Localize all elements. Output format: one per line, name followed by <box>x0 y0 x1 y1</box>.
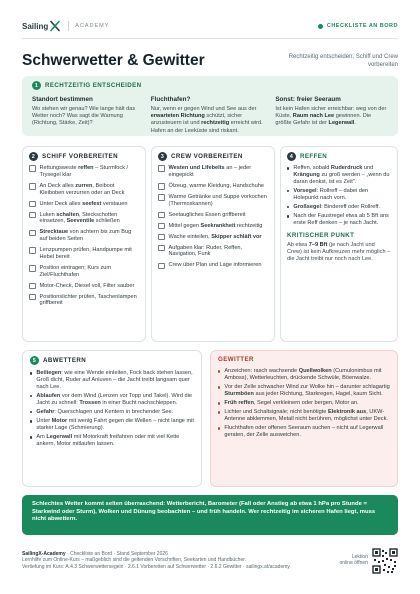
checkbox[interactable] <box>29 265 36 272</box>
critical-point-text: Ab etwa 7–9 Bft (je nach Jacht und Crew) ist kein Aufkreuzen mehr möglich – die Jacht treibt nur noch nach Lee. <box>287 241 391 262</box>
section-ship <box>22 146 146 342</box>
section-reef <box>280 146 398 342</box>
section-number-badge: 2 <box>29 152 38 161</box>
bullet-dot-icon <box>30 411 32 413</box>
ride-out-bullets <box>30 370 194 448</box>
column-title: Fluchthafen? <box>150 96 191 103</box>
checklist-item-label: Motor-Check, Diesel voll, Filter sauber <box>39 282 135 289</box>
checkbox[interactable] <box>158 245 165 252</box>
checklist-item-label: Unter Deck alles seefest verstauen <box>39 200 128 207</box>
checkbox[interactable] <box>158 165 165 172</box>
bullet-text: Fluchthafen oder offenen Seeraum suchen – nicht auf Legerwall geraten, der Zelle ausweichen. <box>224 425 384 438</box>
column-text: Wo stehen wir genau? Wie lange hält das Wetter noch? Was sagt die Warnung (Richtung, Stärke, Zeit)? <box>32 106 136 127</box>
bullet-item <box>218 384 390 398</box>
checkbox[interactable] <box>29 230 36 237</box>
section-heading-label: ABWETTERN <box>43 357 87 364</box>
checklist-item-label: Ölzeug, warme Kleidung, Handschuhe <box>168 182 264 189</box>
bullet-dot-icon <box>218 402 220 404</box>
checkbox[interactable] <box>158 194 165 201</box>
section-heading-label: RECHTZEITIG ENTSCHEIDEN <box>45 82 142 89</box>
checklist-item-label: Luken schalten, Steckschotten einsetzen, Seeventile schließen <box>39 211 120 225</box>
bullet-text: Vor der Zelle schwacher Wind zur Wolke hin – darunter schlagartig Sturmböen aus jeder Richtung, Starkregen, Hagel, kaum Sicht. <box>224 383 390 397</box>
checklist-item[interactable] <box>29 265 139 279</box>
checklist-item[interactable] <box>29 283 139 290</box>
section-ride-out <box>22 350 202 487</box>
bullet-item <box>218 400 390 407</box>
section-reef-heading <box>287 152 391 161</box>
badge-label: CHECKLISTE AN BORD <box>326 23 398 29</box>
page-title: Schwerwetter & Gewitter <box>22 52 205 69</box>
section-thunderstorm-heading: GEWITTER <box>218 356 254 363</box>
footer-line-3[interactable]: Vertiefung im Kurs: A.4.3 Schwerwettersegeln · 2.6.1 Vorbereiten auf Schwerwetter · 2.6.2 Gewitter · sailingx.at/academy <box>22 563 290 570</box>
header-divider <box>22 38 398 39</box>
brand-tagline: ACADEMY <box>75 23 110 29</box>
bullet-text: Lichter und Schaltsignale; nicht benötigte Elektronik aus, UKW-Antenne abklemmen, Metall nicht berühren, möglichst unter Deck. <box>224 409 388 422</box>
header-bar <box>22 17 398 35</box>
bullet-dot-icon <box>218 370 220 372</box>
bullet-text: Früh reffen, Segel verkleinern oder bergen, Motor an. <box>224 399 359 406</box>
checklist-item[interactable] <box>29 201 139 208</box>
bullet-dot-icon <box>287 190 289 192</box>
bullet-item <box>218 409 390 423</box>
section-heading-label: CREW VORBEREITEN <box>171 153 243 160</box>
page-footer <box>22 551 352 570</box>
bullet-dot-icon <box>30 436 32 438</box>
column-text: Nur, wenn er gegen Wind und See aus der erwarteten Richtung schützt, sicher anzusteuern ist und rechtzeitig erreicht wird. Hafen an der Leeküste sind riskant. <box>150 106 263 134</box>
bullet-item <box>218 368 390 382</box>
checklist-item[interactable] <box>29 294 139 308</box>
checklist-item-label: Warme Getränke und Suppe vorkochen (Thermoskannen) <box>168 193 267 207</box>
checklist-item[interactable] <box>158 212 268 219</box>
bullet-dot-icon <box>218 427 220 429</box>
checkbox[interactable] <box>158 183 165 190</box>
bullet-text: Vorsegel: Rollreff – dabei den Holepunkt nach vorn. <box>293 187 369 201</box>
checklist-item-label: Crew über Plan und Lage informieren <box>168 262 262 269</box>
bullet-dot-icon <box>30 372 32 374</box>
checklist-badge <box>318 23 398 29</box>
bullet-dot-icon <box>287 206 289 208</box>
column-text: Ist kein Hafen sicher erreichbar: weg von der Küste, Raum nach Lee gewinnen. Die größte Gefahr ist der Legerwall. <box>275 106 387 127</box>
section-heading-label: REFFEN <box>300 153 328 160</box>
bullet-item <box>287 213 391 227</box>
checklist-item[interactable] <box>29 212 139 226</box>
brand-logo[interactable] <box>22 20 109 32</box>
column-title: Sonst: freier Seeraum <box>275 96 341 103</box>
checkbox[interactable] <box>158 234 165 241</box>
bullet-item <box>287 188 391 202</box>
checklist-item-label: Westen und Lifebelts an – jeder eingepickt <box>168 165 252 178</box>
bullet-item <box>30 418 194 432</box>
checklist-item[interactable] <box>29 183 139 197</box>
checklist-item[interactable] <box>158 183 268 190</box>
bullet-item <box>30 434 194 448</box>
bullet-item <box>30 370 194 390</box>
section-crew-heading <box>158 152 268 161</box>
status-dot-icon <box>318 24 323 29</box>
checklist-item[interactable] <box>29 165 139 179</box>
section-crew <box>151 146 275 342</box>
thunderstorm-bullets <box>218 368 390 439</box>
section-decide <box>22 76 398 136</box>
checklist-item[interactable] <box>158 262 268 269</box>
bullet-text: Gefahr: Querschlagen und Kentern in brechender See. <box>36 408 174 415</box>
section-ship-heading <box>29 152 139 161</box>
footer-line-1: SailingX-Academy · Checkliste an Bord · Stand September 2026 <box>22 551 168 557</box>
checklist-item[interactable] <box>158 165 268 179</box>
qr-code-icon[interactable] <box>372 548 398 574</box>
section-decide-heading <box>32 81 388 90</box>
bullet-dot-icon <box>218 411 220 413</box>
section-number-badge: 3 <box>158 152 167 161</box>
column-title: Standort bestimmen <box>32 96 93 103</box>
bullet-item <box>218 425 390 439</box>
bullet-text: Nach der Faustregel etwa ab 5 Bft ans erste Reff denken – je nach Jacht. <box>293 212 389 226</box>
checkbox[interactable] <box>29 247 36 254</box>
bullet-dot-icon <box>30 420 32 422</box>
bullet-dot-icon <box>30 395 32 397</box>
critical-point-heading: KRITISCHER PUNKT <box>287 231 355 239</box>
checklist-item[interactable] <box>158 223 268 230</box>
x-logo-icon <box>49 20 61 32</box>
logo-divider <box>68 21 69 31</box>
reef-bullets <box>287 165 391 227</box>
section-number-badge: 1 <box>32 81 41 90</box>
bullet-text: Unter Motor mit wenig Fahrt gegen die Wellen – nicht lange mit starker Lage (Schmierung). <box>36 417 194 431</box>
qr-caption: Lektion online öffnen <box>339 554 368 566</box>
bullet-item <box>287 165 391 185</box>
bullet-text: Großsegel: Bindereff oder Rollreff. <box>293 203 380 210</box>
checkbox[interactable] <box>158 223 165 230</box>
decide-column-location <box>32 96 141 135</box>
checkbox[interactable] <box>29 294 36 301</box>
page-subtitle: Rechtzeitig entscheiden, Schiff und Crew vorbereiten <box>288 54 398 68</box>
summary-banner: Schlechtes Wetter kommt selten überraschend: Wetterbericht, Barometer (Fall oder Anstieg ab etwa 1 hPa pro Stunde = Starkwind oder Sturm), Wolken und Dünung beobachten – und früh handeln. Wer rechtzeitig im sicheren Hafen liegt, muss nicht abwettern. <box>22 495 398 535</box>
bullet-dot-icon <box>287 167 289 169</box>
checklist-item-label: Lenzpumpen prüfen, Handpumpe mit Hebel bereit <box>39 247 132 260</box>
checklist-item-label: Positionslichter prüfen, Taschenlampen griffbereit <box>39 293 137 307</box>
bullet-item <box>287 204 391 211</box>
checkbox[interactable] <box>29 201 36 208</box>
checklist-item[interactable] <box>29 229 139 243</box>
bullet-text: Reffen, sobald Ruderdruck und Krängung zu groß werden – „wenn du daran denkst, ist es Zeit". <box>293 165 390 185</box>
checklist-item-label: Mittel gegen Seekrankheit rechtzeitig <box>168 222 263 229</box>
checklist-item[interactable] <box>158 194 268 208</box>
bullet-text: Beiliegen: wie eine Wende einleiten, Fock back stehen lassen, Groß dicht, Ruder auf Anluven – die Jacht treibt langsam quer nach Lee. <box>36 370 193 390</box>
decide-column-harbor <box>151 96 266 135</box>
section-thunderstorm <box>210 350 398 487</box>
checklist-item[interactable] <box>158 234 268 241</box>
checklist-item-label: Aufgaben klar: Ruder, Reffen, Navigation, Funk <box>168 244 243 258</box>
bullet-text: Am Legerwall mit Motorkraft freifahren oder mit viel Kette ankern, Motor mitlaufen lassen. <box>36 433 180 447</box>
crew-checklist <box>158 165 268 269</box>
bullet-text: Anzeichen: rasch wachsende Quellwolken (Cumulonimbus mit Amboss), Wetterleuchten, drückende Schwüle, Böenwalze. <box>224 368 382 381</box>
bullet-item <box>30 409 194 416</box>
checklist-item-label: An Deck alles zurren, Beiboot Kleiboben verzurren oder an Deck <box>39 182 125 196</box>
ship-checklist <box>29 165 139 307</box>
checklist-item-label: Wache einteilen, Skipper schläft vor <box>168 233 262 240</box>
checkbox[interactable] <box>29 183 36 190</box>
checklist-item-label: Strecktaue von achtern bis zum Bug auf beiden Seiten <box>39 229 132 243</box>
section-ride-out-heading <box>30 356 194 365</box>
bullet-text: Ablaufen vor dem Wind (Lenzen vor Topp und Takel). Wird die Jacht zu schnell: Trossen in einer Bucht nachschleppen. <box>36 392 192 406</box>
checklist-item-label: Rettungsweste reffen – Sturmfock / Trysegel klar <box>39 165 129 178</box>
checkbox[interactable] <box>29 165 36 172</box>
checklist-item-label: Position eintragen; Kurs zum Ziel/Fluchthafen <box>39 264 112 278</box>
bullet-dot-icon <box>218 386 220 388</box>
checklist-item[interactable] <box>158 245 268 259</box>
checkbox[interactable] <box>158 212 165 219</box>
footer-line-2: Lernhilfe zum Online-Kurs – maßgeblich sind die geltenden Vorschriften, Seekarten und Handbücher. <box>22 557 247 564</box>
section-heading-label: SCHIFF VORBEREITEN <box>42 153 118 160</box>
bullet-dot-icon <box>287 215 289 217</box>
checklist-item-label: Seetaugliches Essen griffbereit <box>168 211 246 218</box>
section-number-badge: 5 <box>30 356 39 365</box>
checkbox[interactable] <box>29 212 36 219</box>
bullet-item <box>30 393 194 407</box>
section-number-badge: 4 <box>287 152 296 161</box>
checkbox[interactable] <box>29 283 36 290</box>
checkbox[interactable] <box>158 263 165 270</box>
brand-name-left: Sailing <box>22 21 49 31</box>
checklist-item[interactable] <box>29 247 139 261</box>
decide-column-searoom <box>275 96 388 135</box>
